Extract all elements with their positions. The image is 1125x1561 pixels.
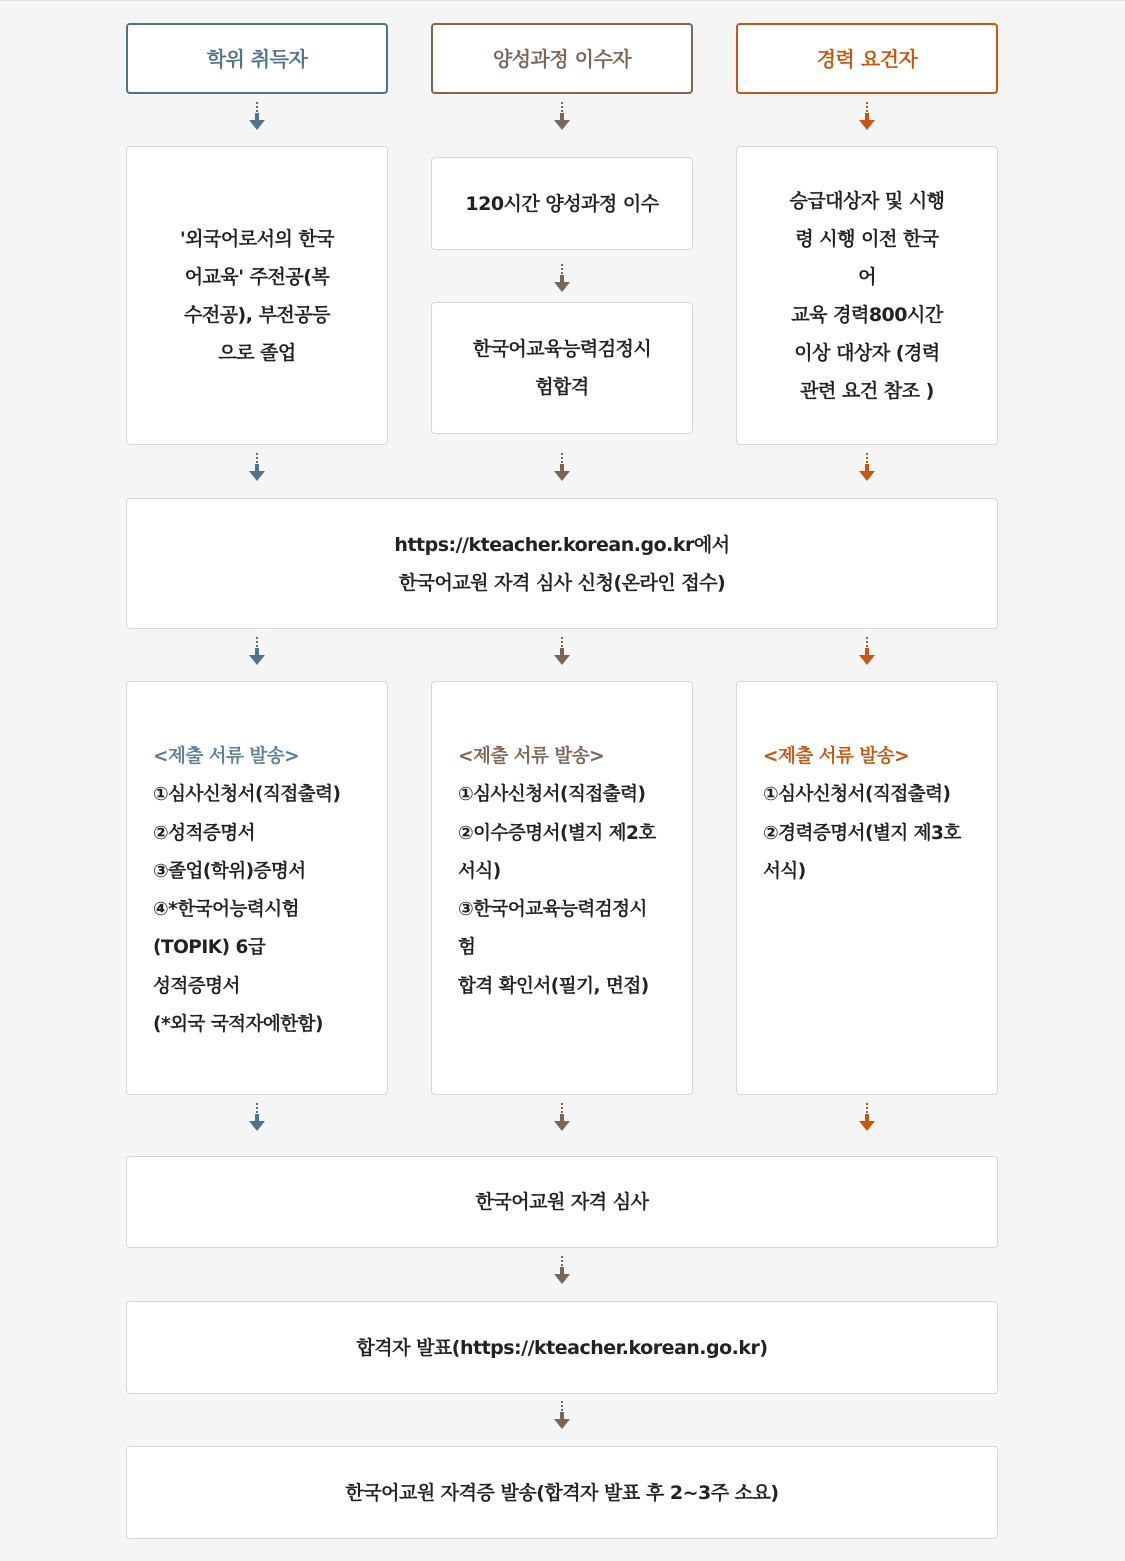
requirement-career-line: 령 시행 이전 한국어: [795, 227, 939, 288]
documents-title: <제출 서류 발송>: [153, 746, 300, 767]
top-border-line: [0, 0, 1125, 1]
online-application-text: [394, 526, 729, 602]
requirement-degree-line: '외국어로서의 한국: [179, 227, 335, 250]
document-item: ④*한국어능력시험: [153, 899, 299, 921]
document-item: ②성적증명서: [153, 822, 256, 844]
requirement-course-exam-line: 험합격: [535, 376, 589, 398]
documents-course: [431, 681, 693, 1095]
requirement-career-line: 이상 대상자 (경력: [794, 341, 940, 364]
document-item: (*외국 국적자에한함): [153, 1014, 323, 1036]
document-item: ①심사신청서(직접출력): [763, 784, 951, 806]
requirement-degree-line: 수전공), 부전공등: [183, 303, 330, 326]
arrow-down-icon: [858, 637, 876, 667]
requirement-course-hours: [431, 157, 693, 250]
document-item: 합격 확인서(필기, 면접): [458, 975, 649, 997]
documents-career: [736, 681, 998, 1095]
arrow-down-icon: [248, 453, 266, 483]
documents-career-list: [763, 738, 961, 891]
requirement-career-line: 관련 요건 참조 ): [800, 379, 934, 402]
requirement-career-line: 승급대상자 및 시행: [789, 189, 945, 212]
requirement-degree-line: 으로 졸업: [218, 341, 296, 364]
document-item: 서식): [763, 860, 806, 882]
arrow-down-icon: [248, 637, 266, 667]
online-application-desc-line: 한국어교원 자격 심사 신청(온라인 접수): [398, 571, 726, 594]
arrow-down-icon: [553, 102, 571, 132]
document-item: ①심사신청서(직접출력): [153, 784, 341, 806]
header-career-qualifier: [736, 23, 998, 94]
arrow-down-icon: [858, 453, 876, 483]
documents-course-list: [458, 738, 656, 1006]
arrow-down-icon: [858, 1103, 876, 1133]
online-application-url-line: https://kteacher.korean.go.kr에서: [394, 533, 730, 556]
requirement-degree-text: [180, 220, 334, 372]
arrow-down-icon: [553, 1256, 571, 1286]
document-item: (TOPIK) 6급: [153, 937, 266, 959]
qualification-review-step: [126, 1156, 998, 1248]
arrow-down-icon: [248, 102, 266, 132]
documents-degree-list: [153, 738, 340, 1044]
document-item: 성적증명서: [153, 975, 240, 997]
documents-title: <제출 서류 발송>: [458, 746, 605, 767]
arrow-down-icon: [553, 264, 571, 294]
certificate-issue-label: 한국어교원 자격증 발송(합격자 발표 후 2~3주 소요): [345, 1481, 779, 1504]
arrow-down-icon: [553, 1401, 571, 1431]
documents-degree: [126, 681, 388, 1095]
header-course-completer: [431, 23, 693, 94]
document-item: 험: [458, 937, 476, 959]
result-announcement-step: [126, 1301, 998, 1394]
documents-title: <제출 서류 발송>: [763, 746, 910, 767]
document-item: ③졸업(학위)증명서: [153, 860, 306, 882]
header-career-qualifier-label: 경력 요건자: [816, 46, 918, 71]
arrow-down-icon: [553, 637, 571, 667]
requirement-course-exam: [431, 302, 693, 434]
requirement-degree-line: 어교육' 주전공(복: [184, 265, 330, 288]
requirement-course-hours-label: 120시간 양성과정 이수: [465, 192, 659, 215]
document-item: 서식): [458, 860, 501, 882]
result-announcement-label: 합격자 발표(https://kteacher.korean.go.kr): [356, 1336, 768, 1359]
header-degree-holder: [126, 23, 388, 94]
requirement-course-exam-line: 한국어교육능력검정시: [472, 338, 652, 360]
document-item: ①심사신청서(직접출력): [458, 784, 646, 806]
requirement-degree: [126, 146, 388, 445]
certificate-issue-step: [126, 1446, 998, 1539]
online-application-step: [126, 498, 998, 629]
document-item: ②이수증명서(별지 제2호: [458, 822, 656, 844]
qualification-review-label: 한국어교원 자격 심사: [475, 1191, 649, 1213]
requirement-career-text: [787, 182, 947, 410]
document-item: ③한국어교육능력검정시: [458, 899, 647, 921]
arrow-down-icon: [553, 453, 571, 483]
header-course-completer-label: 양성과정 이수자: [492, 46, 632, 71]
arrow-down-icon: [248, 1103, 266, 1133]
requirement-career: [736, 146, 998, 445]
requirement-career-line: 교육 경력800시간: [791, 303, 943, 326]
arrow-down-icon: [553, 1103, 571, 1133]
requirement-course-exam-text: [473, 330, 652, 406]
arrow-down-icon: [858, 102, 876, 132]
header-degree-holder-label: 학위 취득자: [206, 46, 308, 71]
document-item: ②경력증명서(별지 제3호: [763, 822, 961, 844]
